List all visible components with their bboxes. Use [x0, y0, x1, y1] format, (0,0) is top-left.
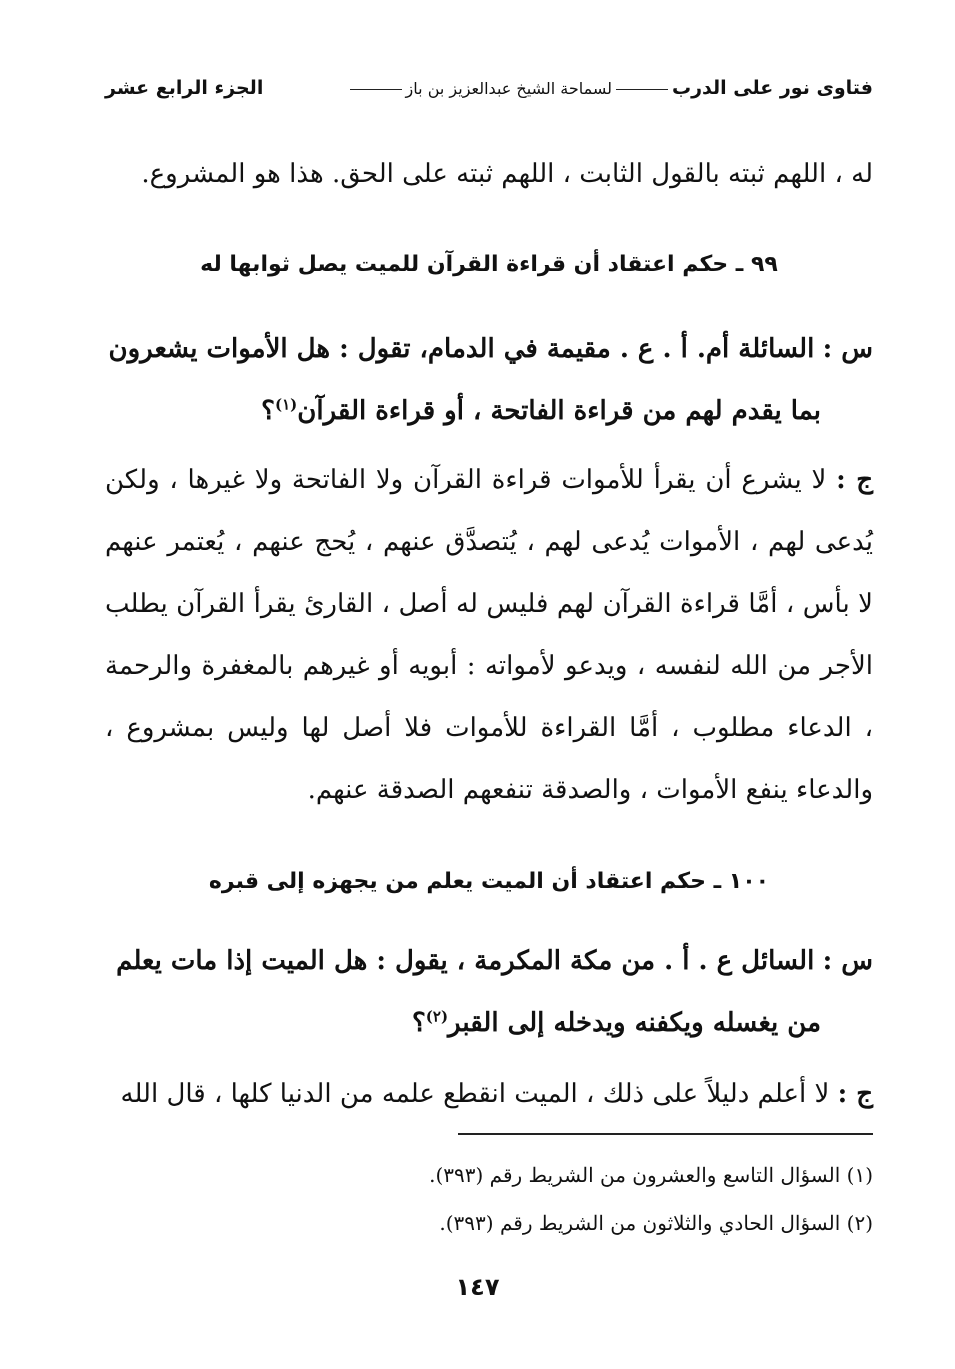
question-99: [105, 318, 873, 442]
question-text-line1: السائل ع . أ . من مكة المكرمة ، يقول : هل الميت إذا مات يعلم: [116, 946, 815, 976]
footnote-divider: [458, 1133, 873, 1135]
volume-label: الجزء الرابع عشر: [105, 77, 264, 99]
intro-paragraph: له ، اللهم ثبته بالقول الثابت ، اللهم ثبته على الحق. هذا هو المشروع.: [141, 159, 873, 189]
question-mark: ؟: [261, 396, 275, 426]
page-number: ١٤٧: [455, 1273, 500, 1301]
answer-label: ج :: [836, 465, 874, 495]
question-text-line1: السائلة أم. أ . ع . مقيمة في الدمام، تقول : هل الأموات يشعرون: [108, 334, 815, 364]
author-line: لسماحة الشيخ عبدالعزيز بن باز: [405, 79, 612, 98]
question-text-line2: [105, 992, 873, 1054]
running-header: [105, 68, 873, 108]
header-rule: [350, 89, 402, 90]
answer-99: [105, 449, 873, 821]
footnote-ref: (٢): [425, 1007, 449, 1026]
answer-text: لا أعلم دليلاً على ذلك ، الميت انقطع علمه من الدنيا كلها ، قال الله: [120, 1079, 830, 1109]
footnote-1: (١) السؤال التاسع والعشرون من الشريط رقم (٣٩٣).: [429, 1163, 873, 1187]
section-heading-100: ١٠٠ ـ حكم اعتقاد أن الميت يعلم من يجهزه إلى قبره: [208, 869, 770, 894]
question-label: س :: [822, 946, 873, 976]
answer-100: [105, 1063, 873, 1125]
question-text-line2-body: بما يقدم لهم من قراءة الفاتحة ، أو قراءة القرآن: [297, 396, 821, 426]
answer-text: لا يشرع أن يقرأ للأموات قراءة القرآن ولا الفاتحة ولا غيرها ، ولكن يُدعى لهم ، الأموات يُدعى لهم ، يُتصدَّق عنهم ، يُحج عنهم ، يُعتمر عنهم لا بأس ، أمَّا قراءة القرآن لهم فليس له أصل ، القارئ يقرأ القرآن يطلب الأجر من الله لنفسه ، ويدعو لأمواته : أبويه أو غيرهم بالمغفرة والرحمة ، الدعاء مطلوب ، أمَّا القراءة للأموات فلا أصل لها وليس بمشروع ، والدعاء ينفع الأموات ، والصدقة تنفعهم الصدقة عنهم.: [105, 465, 873, 805]
question-100: [105, 930, 873, 1054]
footnote-2: (٢) السؤال الحادي والثلاثون من الشريط رقم (٣٩٣).: [439, 1211, 873, 1235]
section-heading-99: ٩٩ ـ حكم اعتقاد أن قراءة القرآن للميت يصل ثوابها له: [200, 252, 778, 277]
question-mark: ؟: [411, 1008, 426, 1038]
answer-label: ج :: [837, 1079, 873, 1109]
question-label: س :: [822, 334, 873, 364]
book-title: فتاوى نور على الدرب: [672, 77, 873, 99]
question-text-line2-body: من يغسله ويكفنه ويدخله إلى القبر: [448, 1008, 821, 1038]
question-text-line2: [105, 380, 873, 442]
header-rule: [616, 89, 668, 90]
footnote-ref: (١): [274, 395, 298, 414]
